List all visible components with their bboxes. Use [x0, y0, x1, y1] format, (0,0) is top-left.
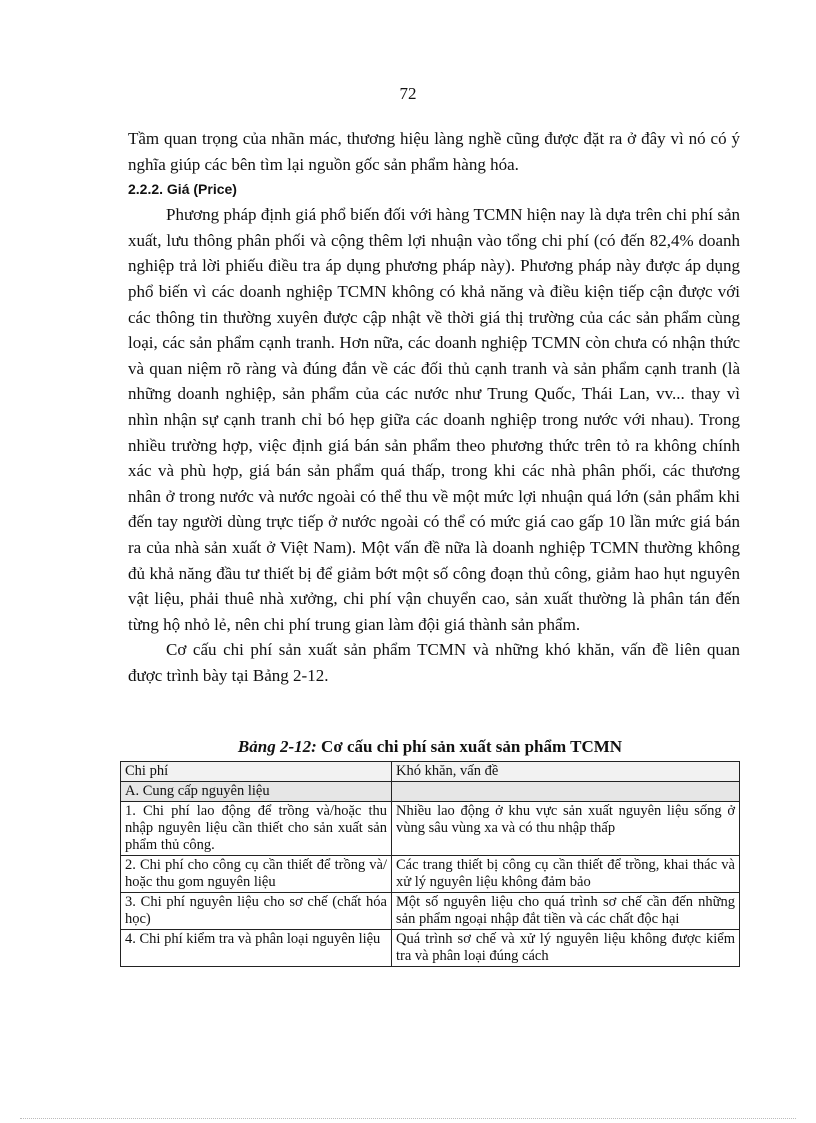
table-caption-label: Bảng 2-12: [237, 737, 317, 756]
section-heading: 2.2.2. Giá (Price) [128, 181, 237, 198]
page-number: 72 [399, 84, 417, 103]
paragraph-1: Tầm quan trọng của nhãn mác, thương hiệu làng nghề cũng được đặt ra ở đây vì nó có ý nghĩa giúp các bên tìm lại nguồn gốc sản phẩm hàng hóa. [128, 129, 740, 174]
table-caption-title: Cơ cấu chi phí sản xuất sản phẩm TCMN [321, 737, 623, 756]
table-row [121, 893, 740, 930]
table-header-row [121, 762, 740, 782]
paragraph-2: Phương pháp định giá phổ biến đối với hàng TCMN hiện nay là dựa trên chi phí sản xuất, lưu thông phân phối và cộng thêm lợi nhuận vào tổng chi phí (có đến 82,4% doanh nghiệp trả lời phiếu điều tra áp dụng phương pháp này). Phương pháp này được áp dụng phổ biến vì các doanh nghiệp TCMN không có khả năng và điều kiện tiếp cận được với các thông tin thường xuyên được cập nhật về thời giá thị trường của các sản phẩm cùng loại, các sản phẩm cạnh tranh. Hơn nữa, các doanh nghiệp TCMN còn chưa có nhận thức và quan niệm rõ ràng và đúng đắn về các đối thủ cạnh tranh và sản phẩm cạnh tranh (là những doanh nghiệp, sản phẩm của các nước như Trung Quốc, Thái Lan, vv... thay vì nhìn nhận sự cạnh tranh chỉ bó hẹp giữa các doanh nghiệp trong nước với nhau). Trong nhiều trường hợp, việc định giá bán sản phẩm theo phương thức trên tỏ ra không chính xác và phù hợp, giá bán sản phẩm quá thấp, trong khi các nhà phân phối, các thương nhân ở trong nước và nước ngoài có thể thu về một mức lợi nhuận quá lớn (sản phẩm khi đến tay người dùng trực tiếp ở nước ngoài có thể có mức giá cao gấp 10 lần mức giá bán ra của nhà sản xuất ở Việt Nam). Một vấn đề nữa là doanh nghiệp TCMN thường không đủ khả năng đầu tư thiết bị để giảm bớt một số công đoạn thủ công, giảm hao hụt nguyên vật liệu, phải thuê nhà xưởng, chi phí vận chuyển cao, sản xuất thường là phân tán đến từng hộ nhỏ lẻ, nên chi phí trung gian làm đội giá thành sản phẩm. [128, 205, 740, 634]
table-row [121, 802, 740, 856]
table-cell: Một số nguyên liệu cho quá trình sơ chế cần đến những sản phẩm ngoại nhập đắt tiền và các chất độc hại [392, 893, 740, 930]
table-header-cell: Khó khăn, vấn đề [392, 762, 740, 782]
paragraph-3: Cơ cấu chi phí sản xuất sản phẩm TCMN và những khó khăn, vấn đề liên quan được trình bày tại Bảng 2-12. [128, 640, 740, 685]
table-cell: Quá trình sơ chế và xử lý nguyên liệu không được kiểm tra và phân loại đúng cách [392, 930, 740, 967]
table-cell: 3. Chi phí nguyên liệu cho sơ chế (chất hóa học) [121, 893, 392, 930]
table-cell: 1. Chi phí lao động để trồng và/hoặc thu nhập nguyên liệu cần thiết cho sản xuất sản phẩm thủ công. [121, 802, 392, 856]
table-cell [392, 782, 740, 802]
page-bottom-divider [20, 1118, 796, 1119]
table-cell: Nhiều lao động ở khu vực sản xuất nguyên liệu sống ở vùng sâu vùng xa và có thu nhập thấp [392, 802, 740, 856]
table-caption [120, 737, 740, 757]
table-header-cell: Chi phí [121, 762, 392, 782]
table-row [121, 930, 740, 967]
table-section-row [121, 782, 740, 802]
body-text [128, 126, 740, 688]
cost-structure-table [120, 761, 740, 967]
table-cell: 4. Chi phí kiểm tra và phân loại nguyên liệu [121, 930, 392, 967]
table-cell: 2. Chi phí cho công cụ cần thiết để trồng và/ hoặc thu gom nguyên liệu [121, 856, 392, 893]
table-section-label: A. Cung cấp nguyên liệu [121, 782, 392, 802]
table-row [121, 856, 740, 893]
table-cell: Các trang thiết bị công cụ cần thiết để trồng, khai thác và xử lý nguyên liệu không đảm bảo [392, 856, 740, 893]
